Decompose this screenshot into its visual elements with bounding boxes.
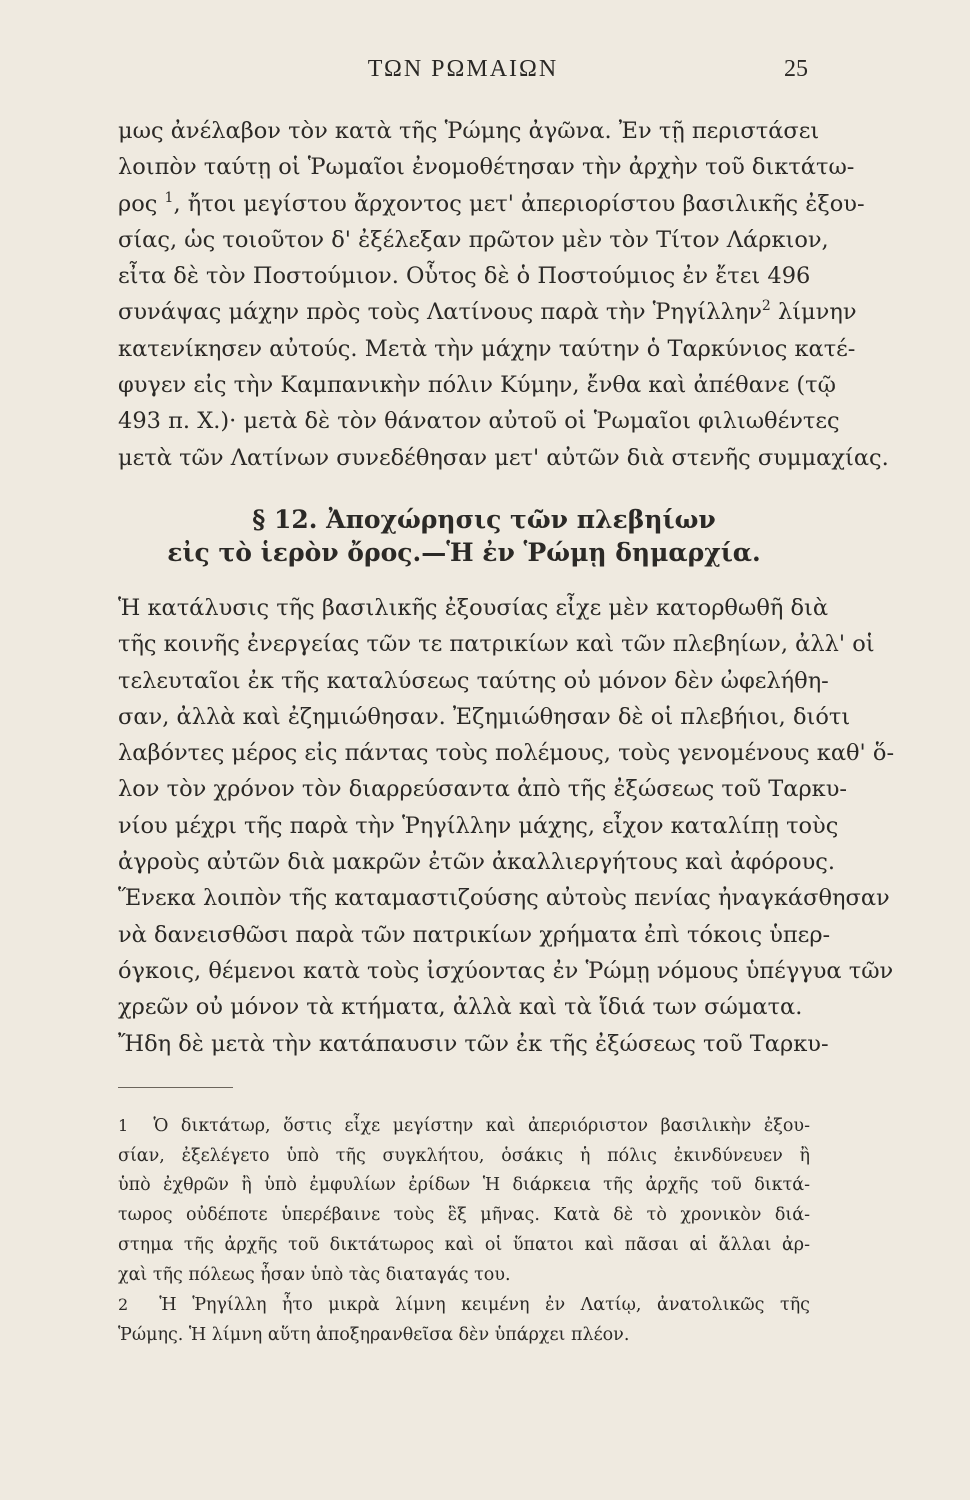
footnote-1-line: σίαν, ἐξελέγετο ὑπὸ τῆς συγκλήτου, ὁσάκις ἡ πόλις ἐκινδύνευεν ἢ [118,1145,810,1166]
text-line: λαβόντες μέρος εἰς πάντας τοὺς πολέμους, τοὺς γενομένους καθ' ὅ- [118,740,895,767]
text-line: μετὰ τῶν Λατίνων συνεδέθησαν μετ' αὐτῶν διὰ στενῆς συμμαχίας. [118,444,889,471]
text-line: λον τὸν χρόνον τὸν διαρρεύσαντα ἀπὸ τῆς ἐξώσεως τοῦ Ταρκυ- [118,776,848,803]
text-fragment: συνάψας μάχην πρὸς τοὺς Λατίνους παρὰ τὴν Ῥηγίλλην [118,299,762,326]
text-fragment: Ἡ Ῥηγίλλη ἦτο μικρὰ λίμνη κειμένη ἐν Λατίῳ, ἀνατολικῶς τῆς [159,1295,810,1316]
text-line: λοιπὸν ταύτῃ οἱ Ῥωμαῖοι ἐνομοθέτησαν τὴν ἀρχὴν τοῦ δικτάτω- [118,154,855,181]
text-line: 493 π. Χ.)· μετὰ δὲ τὸν θάνατον αὐτοῦ οἱ Ῥωμαῖοι φιλιωθέντες [118,408,840,435]
footnote-1-line: ὑπὸ ἐχθρῶν ἢ ὑπὸ ἐμφυλίων ἐρίδων Ἡ διάρκεια τῆς ἀρχῆς τοῦ δικτά- [118,1175,810,1196]
footnote-ref-1[interactable]: 1 [164,189,174,206]
footnote-ref-2[interactable]: 2 [761,298,771,315]
footnote-divider [118,1087,233,1088]
text-line: εἶτα δὲ τὸν Ποστούμιον. Οὗτος δὲ ὁ Ποστούμιος ἐν ἔτει 496 [118,263,811,290]
text-fragment: , ἤτοι μεγίστου ἄρχοντος μετ' ἀπεριορίστου βασιλικῆς ἐξου- [173,190,865,217]
footnotes [118,1111,810,1351]
footnote-1-line: χαὶ τῆς πόλεως ἦσαν ὑπὸ τὰς διαταγάς του. [118,1264,511,1285]
text-line: Ἡ κατάλυσις τῆς βασιλικῆς ἐξουσίας εἶχε μὲν κατορθωθῆ διὰ [118,595,829,621]
section-heading-line-1: § 12. Ἀποχώρησις τῶν πλεβηίων [252,505,716,534]
running-title: ΤΩΝ ΡΩΜΑΙΩΝ [367,56,559,82]
text-line: μως ἀνέλαβον τὸν κατὰ τῆς Ῥώμης ἀγῶνα. Ἐν τῇ περιστάσει [118,118,820,144]
footnote-1-line: τωρος οὐδέποτε ὑπερέβαινε τοὺς ἓξ μῆνας. Κατὰ δὲ τὸ χρονικὸν διά- [118,1205,810,1226]
section-heading [118,503,810,569]
text-line: φυγεν εἰς τὴν Καμπανικὴν πόλιν Κύμην, ἔνθα καὶ ἀπέθανε (τῷ [118,372,836,399]
footnote-2-line [118,1290,810,1321]
paragraph-2 [118,590,895,1062]
text-line [118,294,857,330]
text-line [118,186,865,222]
text-line: κατενίκησεν αὐτούς. Μετὰ τὴν μάχην ταύτην ὁ Ταρκύνιος κατέ- [118,335,856,362]
page-number: 25 [784,56,808,82]
paragraph-1 [118,113,889,476]
footnote-2-marker: 2 [118,1295,129,1315]
text-fragment: λίμνην [770,299,857,326]
text-fragment: ρος [118,190,165,217]
text-line: ἀγροὺς αὐτῶν διὰ μακρῶν ἐτῶν ἀκαλλιεργήτους καὶ ἀφόρους. [118,849,836,876]
text-fragment: Ὁ δικτάτωρ, ὅστις εἶχε μεγίστην καὶ ἀπεριόριστον βασιλικὴν ἐξου- [153,1116,810,1136]
page-header [118,56,808,90]
text-line: τελευταῖοι ἐκ τῆς καταλύσεως ταύτης οὐ μόνον δὲν ὠφελήθη- [118,667,829,694]
section-heading-line-2: εἰς τὸ ἱερὸν ὄρος.—Ἡ ἐν Ῥώμῃ δημαρχία. [167,538,761,567]
text-line: σίας, ὡς τοιοῦτον δ' ἐξέλεξαν πρῶτον μὲν τὸν Τίτον Λάρκιον, [118,226,829,253]
text-line: χρεῶν οὐ μόνον τὰ κτήματα, ἀλλὰ καὶ τὰ ἴδιά των σώματα. [118,994,803,1021]
text-line: νίου μέχρι τῆς παρὰ τὴν Ῥηγίλλην μάχης, εἶχον καταλίπῃ τοὺς [118,812,839,839]
text-line: νὰ δανεισθῶσι παρὰ τῶν πατρικίων χρήματα ἐπὶ τόκοις ὑπερ- [118,921,831,948]
text-line: σαν, ἀλλὰ καὶ ἐζημιώθησαν. Ἐζημιώθησαν δὲ οἱ πλεβήιοι, διότι [118,703,851,730]
footnote-1-line [118,1111,810,1142]
text-line: όγκοις, θέμενοι κατὰ τοὺς ἰσχύοντας ἐν Ῥώμῃ νόμους ὑπέγγυα τῶν [118,957,894,984]
footnote-1-marker: 1 [118,1116,129,1135]
text-line: Ἕνεκα λοιπὸν τῆς καταμαστιζούσης αὐτοὺς πενίας ἠναγκάσθησαν [118,885,890,912]
text-line: Ἤδη δὲ μετὰ τὴν κατάπαυσιν τῶν ἐκ τῆς ἐξώσεως τοῦ Ταρκυ- [118,1030,829,1057]
footnote-2-line: Ῥώμης. Ἡ λίμνη αὕτη ἀποξηρανθεῖσα δὲν ὑπάρχει πλέον. [118,1324,630,1345]
footnote-1-line: στημα τῆς ἀρχῆς τοῦ δικτάτωρος καὶ οἱ ὕπατοι καὶ πᾶσαι αἱ ἄλλαι ἀρ- [118,1234,810,1255]
text-line: τῆς κοινῆς ἐνεργείας τῶν τε πατρικίων καὶ τῶν πλεβηίων, ἀλλ' οἱ [118,631,875,658]
